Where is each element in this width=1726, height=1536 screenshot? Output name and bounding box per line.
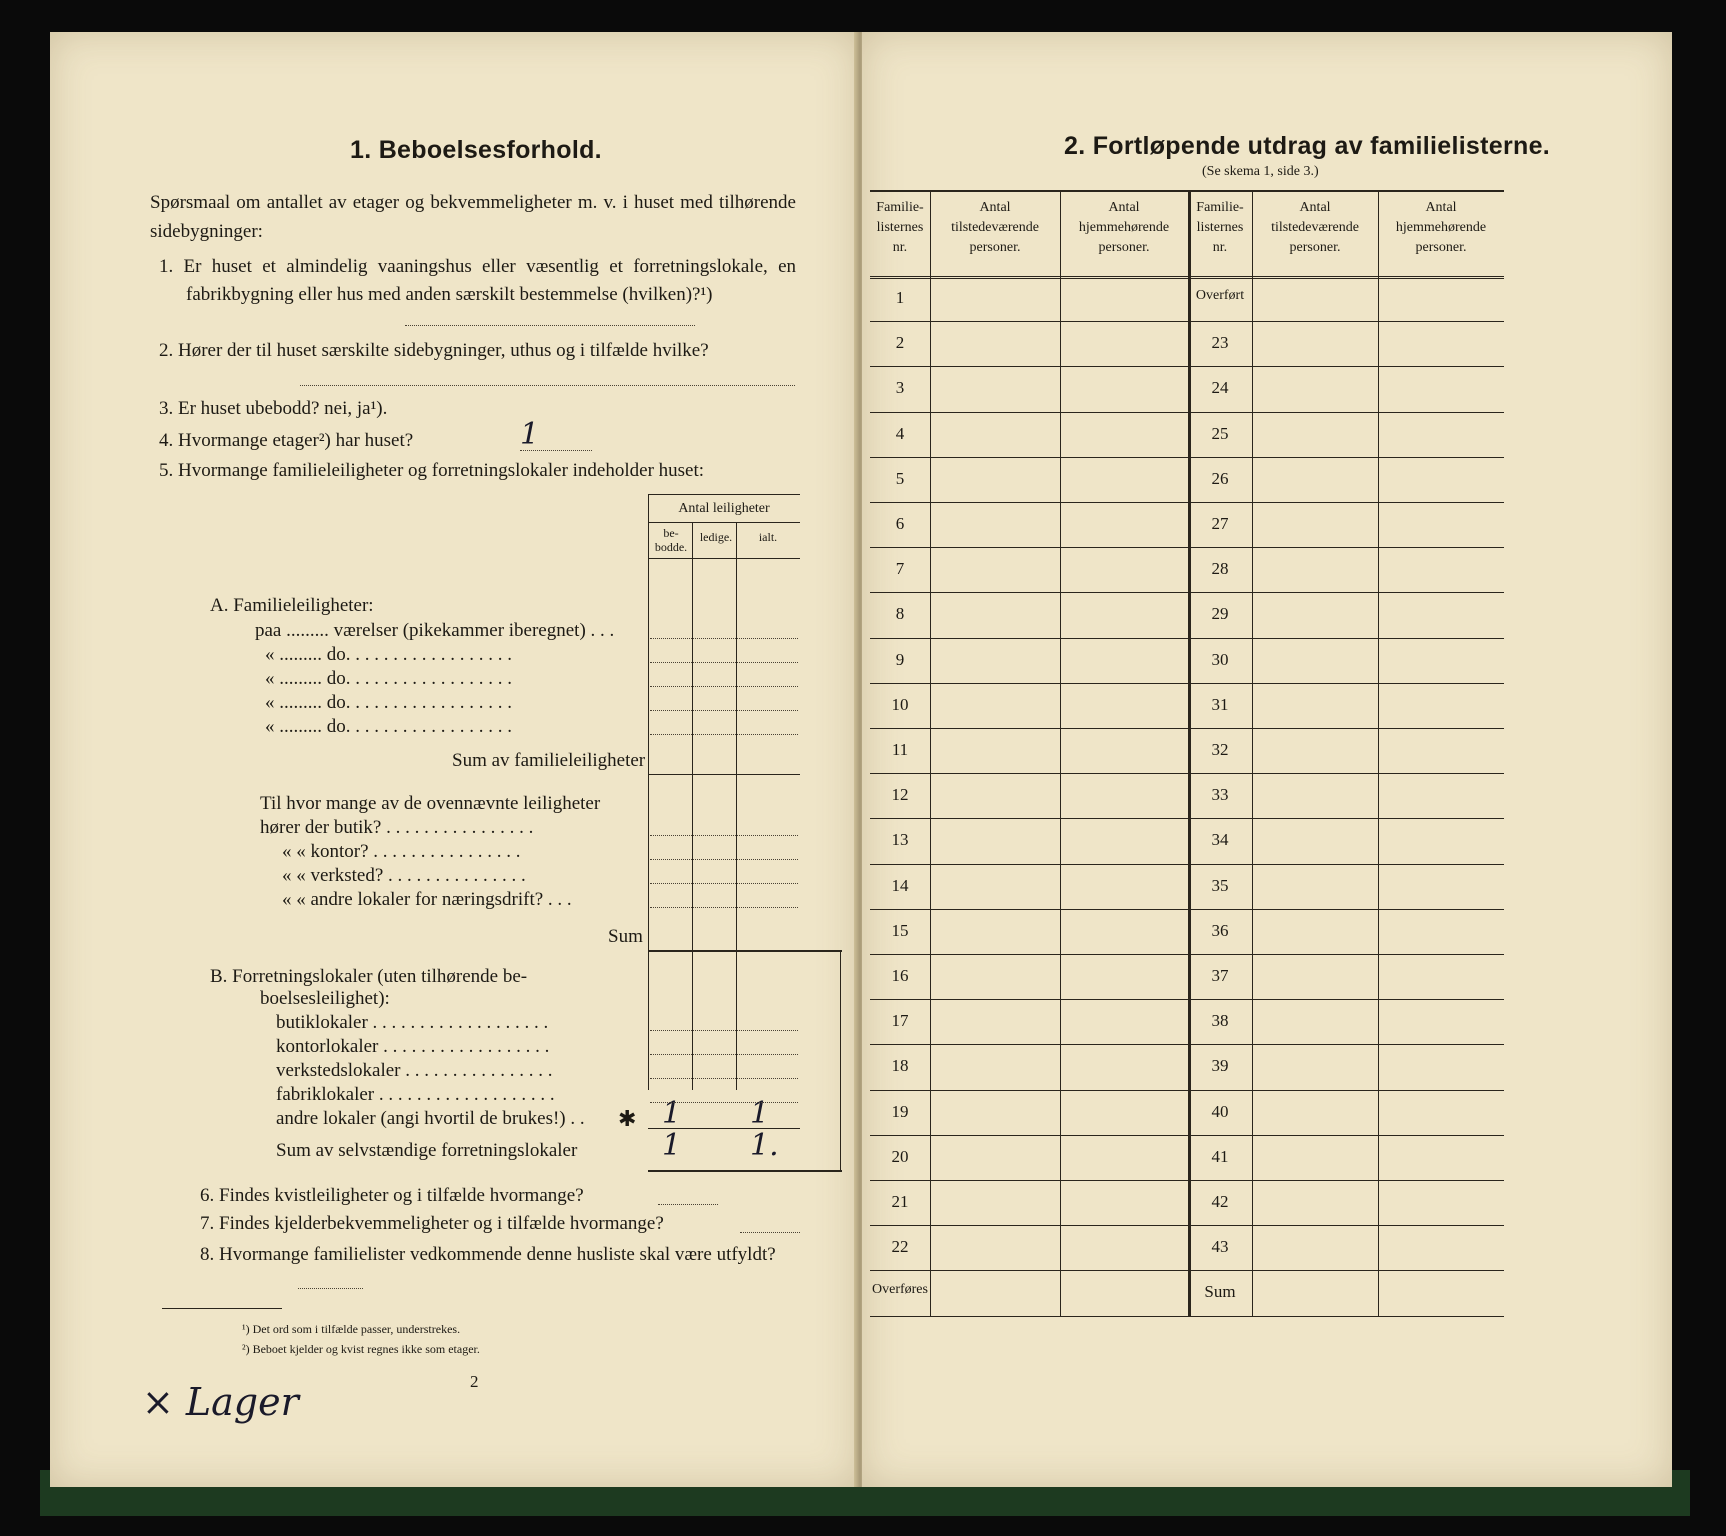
question-3: 3. Er huset ubebodd? nei, ja¹). (159, 398, 388, 419)
row-a-do: « ......... do. . . . . . . . . . . . . . . . . . (265, 668, 512, 689)
row-number: 40 (1211, 1101, 1229, 1121)
question-2: 2. Hører der til huset særskilte sidebygninger, uthus og i tilfælde hvilke? (159, 340, 709, 361)
cell-rule (650, 883, 798, 884)
row-number: 36 (1211, 920, 1229, 940)
row-butiklokaler: butiklokaler . . . . . . . . . . . . . . . . . . . (276, 1012, 549, 1033)
answer-4-handwritten: 1 (520, 417, 540, 452)
row-number: 13 (891, 830, 909, 850)
cell-rule (650, 1078, 798, 1079)
row-number: 35 (1211, 875, 1229, 895)
table-top-rule (648, 494, 800, 495)
section-b-label: B. Forretningslokaler (uten tilhørende be- (210, 966, 528, 987)
row-number: 2 (895, 333, 905, 353)
cell-rule (650, 734, 798, 735)
row-rule (870, 592, 1504, 593)
sum-b-ialt-value: 1. (750, 1128, 779, 1163)
question-5: 5. Hvormange familieleiligheter og forretningslokaler indeholder huset: (159, 460, 705, 481)
row-rule (870, 1225, 1504, 1226)
handwritten-note: × Lager (142, 1380, 299, 1424)
row-andre-lokaler: « « andre lokaler for næringsdrift? . . . (282, 889, 572, 910)
row-rule (870, 1316, 1504, 1317)
question-7: 7. Findes kjelderbekvemmeligheter og i tilfælde hvormange? (200, 1213, 664, 1234)
column-header: Antal hjemmehørende personer. (1078, 200, 1170, 255)
sum-rule (648, 774, 800, 775)
answer-line-6 (658, 1204, 718, 1205)
section-1-title: 1. Beboelsesforhold. (350, 136, 602, 164)
column-header: Antal tilstedeværende personer. (951, 200, 1039, 255)
row-butik: hører der butik? . . . . . . . . . . . . . . . . (260, 817, 534, 838)
row-a-do: « ......... do. . . . . . . . . . . . . . . . . . (265, 716, 512, 737)
row-number: 22 (891, 1237, 909, 1257)
row-rule (870, 366, 1504, 367)
row-rule (870, 864, 1504, 865)
row-verkstedslokaler: verkstedslokaler . . . . . . . . . . . . . . . . (276, 1060, 553, 1081)
row-number: 7 (895, 559, 905, 579)
row-number: 18 (891, 1056, 909, 1076)
row-kontor: « « kontor? . . . . . . . . . . . . . . . . (282, 841, 521, 862)
cell-rule (650, 1030, 798, 1031)
cell-rule (650, 1102, 798, 1103)
row-andre-lokaler-b: andre lokaler (angi hvortil de brukes!) . . (276, 1108, 585, 1129)
row-number: 31 (1211, 694, 1229, 714)
row-rule (870, 1180, 1504, 1181)
row-fabriklokaler: fabriklokaler . . . . . . . . . . . . . . . . . . . (276, 1084, 555, 1105)
row-number: Overføres (872, 1282, 928, 1298)
row-rule (870, 1270, 1504, 1271)
sum-forretningslokaler: Sum av selvstændige forretningslokaler (276, 1140, 578, 1161)
row-number: Sum (1204, 1282, 1236, 1302)
row-rule (870, 638, 1504, 639)
question-1: 1. Er huset et almindelig vaaningshus eller væsentlig et forretningslokale, en fabrikbygning eller hus med anden særskilt bestemmelse (hvilken)?¹) (159, 256, 796, 305)
col-ialt: ialt. (758, 530, 778, 544)
row-rule (870, 818, 1504, 819)
row-number: 29 (1211, 604, 1229, 624)
row-rule (870, 547, 1504, 548)
column-header: Antal hjemmehørende personer. (1395, 200, 1487, 255)
cell-rule (650, 835, 798, 836)
column-rule (1060, 190, 1061, 1316)
row-number: 8 (895, 604, 905, 624)
column-header: Familie- listernes nr. (1196, 200, 1244, 255)
row-number: 34 (1211, 830, 1229, 850)
right-page (862, 32, 1672, 1487)
table-subheader-rule (648, 558, 800, 559)
answer-line-8 (298, 1288, 363, 1289)
row-a-do: « ......... do. . . . . . . . . . . . . . . . . . (265, 644, 512, 665)
question-8: 8. Hvormange familielister vedkommende denne husliste skal være utfyldt? (200, 1244, 776, 1265)
column-header: Familie- listernes nr. (876, 200, 924, 255)
table-header-rule (648, 522, 800, 523)
row-number: 33 (1211, 785, 1229, 805)
row-rule (870, 683, 1504, 684)
andre-ialt-value: 1 (750, 1096, 770, 1131)
row-number: 17 (891, 1011, 909, 1031)
row-number: 14 (891, 875, 909, 895)
row-number: 39 (1211, 1056, 1229, 1076)
section-2-subtitle: (Se skema 1, side 3.) (1202, 164, 1319, 179)
row-number: 28 (1211, 559, 1229, 579)
cell-rule (650, 638, 798, 639)
row-number: 15 (891, 920, 909, 940)
cell-rule (650, 686, 798, 687)
sum-label: Sum (608, 926, 643, 947)
section-2-title: 2. Fortløpende utdrag av familielisterne. (1064, 132, 1551, 160)
table-header-antal: Antal leiligheter (678, 501, 770, 516)
row-rule (870, 457, 1504, 458)
sum-thick-rule (648, 950, 842, 952)
row-rule (870, 1135, 1504, 1136)
row-number: 19 (891, 1101, 909, 1121)
column-rule (1378, 190, 1379, 1316)
row-number: 30 (1211, 649, 1229, 669)
page-number: 2 (470, 1372, 479, 1391)
row-rule (870, 773, 1504, 774)
row-rule (870, 412, 1504, 413)
row-number: 23 (1211, 333, 1229, 353)
cell-rule (650, 662, 798, 663)
row-number: 42 (1211, 1192, 1229, 1211)
cell-rule (650, 1054, 798, 1055)
row-number: 37 (1211, 966, 1229, 985)
row-number: 3 (895, 378, 905, 398)
answer-line-7 (740, 1232, 800, 1233)
row-number: 43 (1211, 1237, 1229, 1257)
intro-text: Spørsmaal om antallet av etager og bekvemmeligheter m. v. i huset med tilhørende sidebygninger: (150, 192, 796, 242)
row-number: 21 (891, 1192, 909, 1211)
row-number: 20 (891, 1146, 909, 1166)
question-4: 4. Hvormange etager²) har huset? (159, 430, 414, 451)
table-right-border (840, 950, 841, 1170)
butik-question: Til hvor mange av de ovennævnte leiligheter (260, 793, 601, 814)
row-number: 32 (1211, 740, 1229, 759)
answer-line-1 (405, 325, 695, 326)
row-number: 11 (891, 740, 909, 759)
sum-b-rule (648, 1170, 842, 1172)
row-rule (870, 502, 1504, 503)
col-bebodde: be-bodde. (654, 526, 688, 554)
table-col-line (648, 494, 649, 1090)
asterisk-mark: ✱ (618, 1106, 637, 1131)
row-rule (870, 954, 1504, 955)
row-kontorlokaler: kontorlokaler . . . . . . . . . . . . . . . . . . (276, 1036, 550, 1057)
section-a-label: A. Familieleiligheter: (210, 595, 374, 616)
sum-b-bebodde-value: 1 (662, 1128, 682, 1163)
row-a1: paa ......... værelser (pikekammer iberegnet) . . . (255, 620, 615, 641)
footnote-1: ¹) Det ord som i tilfælde passer, understrekes. (242, 1322, 461, 1336)
andre-bebodde-value: 1 (662, 1096, 682, 1131)
cell-rule (650, 907, 798, 908)
left-page (50, 32, 858, 1487)
row-rule (870, 1044, 1504, 1045)
row-number: 5 (895, 468, 905, 488)
row-number: 41 (1211, 1146, 1229, 1166)
footnote-2: ²) Beboet kjelder og kvist regnes ikke som etager. (242, 1342, 480, 1356)
table-col-line (692, 522, 693, 1090)
row-number: 38 (1211, 1011, 1229, 1031)
row-number: 27 (1211, 514, 1229, 533)
row-rule (870, 321, 1504, 322)
column-rule (1252, 190, 1253, 1316)
row-number: 10 (891, 694, 909, 714)
section-b-label-2: boelsesleilighet): (260, 988, 390, 1009)
column-header: Antal tilstedeværende personer. (1271, 200, 1359, 255)
row-rule (870, 1090, 1504, 1091)
answer-line-2 (300, 385, 795, 386)
row-number: Overført (1195, 288, 1245, 303)
row-number: 25 (1211, 423, 1229, 443)
footnote-rule (162, 1308, 282, 1309)
row-number: 6 (895, 514, 905, 533)
cell-rule (650, 859, 798, 860)
question-6: 6. Findes kvistleiligheter og i tilfælde hvormange? (200, 1185, 584, 1206)
table-header-rule (870, 276, 1504, 279)
row-number: 9 (895, 649, 905, 669)
row-rule (870, 909, 1504, 910)
table-col-line (736, 522, 737, 1090)
row-number: 12 (891, 785, 909, 805)
sum-familieleiligheter: Sum av familieleiligheter (452, 750, 646, 771)
col-ledige: ledige. (699, 530, 733, 544)
row-rule (870, 728, 1504, 729)
row-number: 1 (895, 288, 905, 307)
table-top-rule (870, 190, 1504, 192)
row-verksted: « « verksted? . . . . . . . . . . . . . . . (282, 865, 526, 886)
row-rule (870, 999, 1504, 1000)
column-rule (930, 190, 931, 1316)
answer-line-4 (520, 450, 592, 451)
row-number: 4 (895, 423, 905, 443)
row-number: 24 (1211, 378, 1229, 398)
cell-rule (650, 710, 798, 711)
row-a-do: « ......... do. . . . . . . . . . . . . . . . . . (265, 692, 512, 713)
row-number: 26 (1211, 468, 1229, 488)
row-number: 16 (891, 966, 909, 985)
